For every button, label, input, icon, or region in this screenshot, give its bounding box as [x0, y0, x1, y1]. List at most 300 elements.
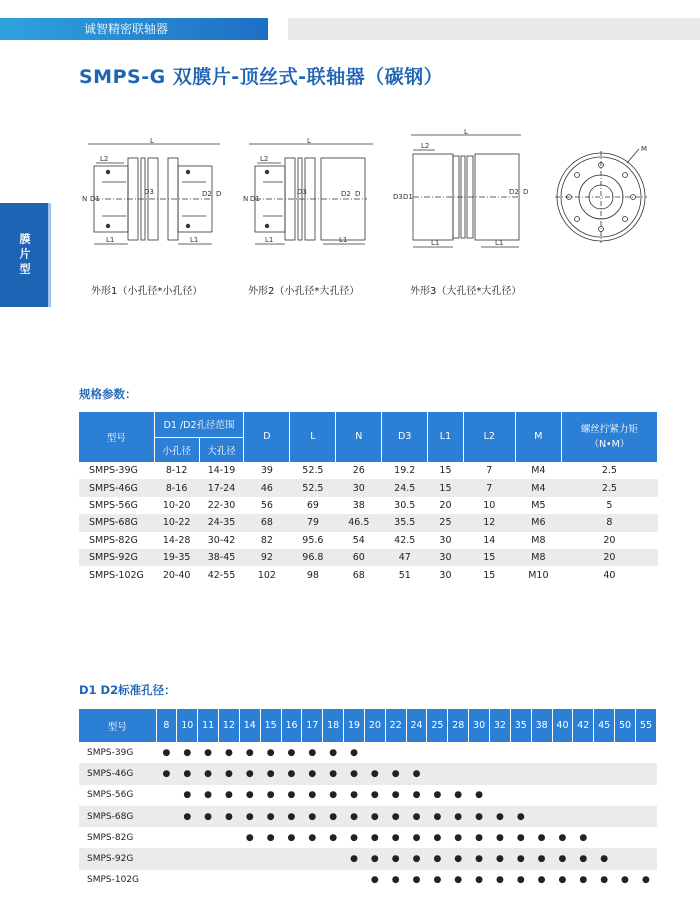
table-cell: 14 [463, 532, 515, 549]
bore-size-header: 22 [385, 709, 406, 742]
dim-D1: D1 [403, 193, 413, 201]
table-cell: 15 [463, 566, 515, 583]
bore-availability-cell: ● [510, 870, 531, 891]
drawing-shape-3 [387, 126, 547, 251]
col-N: N [336, 412, 382, 462]
dim-L1-left: L1 [265, 236, 274, 244]
model-cell: SMPS-102G [79, 566, 154, 583]
brand-name: 诚智精密联轴器 [84, 22, 169, 36]
bore-availability-cell [156, 827, 177, 848]
bore-availability-cell [219, 827, 240, 848]
header-bar [288, 18, 700, 40]
bore-size-header: 25 [427, 709, 448, 742]
bore-availability-cell: ● [490, 870, 511, 891]
table-cell: M6 [515, 514, 561, 531]
bore-availability-cell: ● [427, 827, 448, 848]
bore-availability-cell [594, 827, 615, 848]
table-cell: 42.5 [382, 532, 428, 549]
bore-availability-cell [302, 870, 323, 891]
bore-availability-cell: ● [448, 827, 469, 848]
table-cell: M4 [515, 462, 561, 479]
table-cell: 52.5 [290, 462, 336, 479]
bore-availability-cell: ● [469, 785, 490, 806]
bore-availability-cell [156, 785, 177, 806]
bore-availability-cell: ● [177, 742, 198, 763]
model-cell: SMPS-56G [79, 785, 156, 806]
bore-availability-cell: ● [344, 742, 365, 763]
dim-D: D [355, 190, 361, 198]
category-label: 膜片型 [18, 232, 31, 278]
table-cell: 7 [463, 462, 515, 479]
table-cell: 38 [336, 497, 382, 514]
col-small-bore: 小孔径 [154, 437, 199, 462]
bore-availability-cell: ● [198, 742, 219, 763]
bore-availability-cell: ● [344, 763, 365, 784]
table-cell: M10 [515, 566, 561, 583]
bore-availability-cell [552, 742, 573, 763]
bore-size-header: 18 [323, 709, 344, 742]
bore-availability-cell: ● [281, 827, 302, 848]
table-cell: 8 [561, 514, 657, 531]
bore-availability-cell [490, 785, 511, 806]
model-cell: SMPS-92G [79, 549, 154, 566]
table-cell: 30 [428, 549, 464, 566]
bore-availability-cell [552, 785, 573, 806]
table-cell: 30-42 [199, 532, 244, 549]
bore-availability-cell [364, 742, 385, 763]
model-cell: SMPS-46G [79, 763, 156, 784]
bore-size-header: 16 [281, 709, 302, 742]
bore-availability-cell: ● [469, 870, 490, 891]
bore-availability-cell: ● [302, 763, 323, 784]
bore-availability-cell [615, 785, 636, 806]
bore-availability-cell: ● [552, 827, 573, 848]
bore-availability-cell: ● [385, 827, 406, 848]
bore-availability-cell: ● [260, 763, 281, 784]
bore-availability-cell: ● [260, 742, 281, 763]
bore-size-header: 38 [531, 709, 552, 742]
bore-availability-cell: ● [490, 848, 511, 869]
table-cell: 38-45 [199, 549, 244, 566]
table-row [79, 514, 658, 531]
table-row [79, 549, 658, 566]
col-L2: L2 [463, 412, 515, 462]
bore-availability-cell: ● [239, 806, 260, 827]
category-tab [0, 203, 48, 307]
bore-availability-cell: ● [260, 785, 281, 806]
bore-availability-cell: ● [552, 870, 573, 891]
bore-size-header: 55 [635, 709, 656, 742]
dim-L1-left: L1 [431, 239, 440, 247]
table-cell: M5 [515, 497, 561, 514]
bore-availability-cell: ● [219, 806, 240, 827]
bore-availability-cell: ● [364, 827, 385, 848]
bore-availability-cell [510, 763, 531, 784]
bore-availability-cell: ● [344, 785, 365, 806]
table-cell: 30 [428, 532, 464, 549]
bore-availability-cell [635, 848, 656, 869]
table-cell: 68 [336, 566, 382, 583]
bore-availability-cell: ● [156, 763, 177, 784]
bore-availability-cell [198, 827, 219, 848]
bore-availability-cell: ● [406, 848, 427, 869]
bore-availability-cell: ● [198, 785, 219, 806]
bore-availability-cell [469, 763, 490, 784]
table-cell: 30 [428, 566, 464, 583]
bore-availability-cell: ● [385, 806, 406, 827]
dim-L2: L2 [421, 142, 430, 150]
bore-availability-cell [156, 870, 177, 891]
bore-availability-cell [239, 848, 260, 869]
bore-availability-cell [573, 742, 594, 763]
bore-availability-cell [490, 763, 511, 784]
bore-availability-cell [552, 806, 573, 827]
bore-availability-cell: ● [406, 827, 427, 848]
dim-L: L [464, 128, 468, 136]
table-cell: 20 [428, 497, 464, 514]
drawing-shape-2 [243, 136, 379, 251]
dim-L: L [307, 137, 311, 145]
bore-availability-cell [156, 848, 177, 869]
page-title: SMPS-G 双膜片-顶丝式-联轴器（碳钢） [79, 66, 444, 88]
bore-availability-cell: ● [323, 806, 344, 827]
bore-availability-cell: ● [385, 763, 406, 784]
bore-section-title: D1 D2标准孔径： [79, 683, 176, 697]
bore-availability-cell: ● [281, 742, 302, 763]
col-torque [561, 412, 657, 462]
bore-availability-cell [427, 763, 448, 784]
model-cell: SMPS-46G [79, 479, 154, 496]
bore-size-header: 28 [448, 709, 469, 742]
dim-D2: D2 [202, 190, 212, 198]
dim-D1: D1 [90, 195, 100, 203]
table-cell: 12 [463, 514, 515, 531]
bore-availability-cell: ● [302, 742, 323, 763]
bore-availability-cell: ● [364, 763, 385, 784]
table-cell: 25 [428, 514, 464, 531]
bore-availability-cell: ● [427, 870, 448, 891]
bore-availability-cell [323, 848, 344, 869]
model-cell: SMPS-92G [79, 848, 156, 869]
bore-availability-cell [510, 785, 531, 806]
table-cell: 30.5 [382, 497, 428, 514]
bore-availability-cell [552, 763, 573, 784]
spec-table [79, 412, 658, 584]
table-cell: 14-19 [199, 462, 244, 479]
bore-size-header: 20 [364, 709, 385, 742]
bore-availability-cell: ● [427, 848, 448, 869]
bore-size-header: 19 [344, 709, 365, 742]
bore-availability-cell: ● [177, 763, 198, 784]
bore-availability-cell: ● [406, 870, 427, 891]
bore-availability-cell: ● [302, 827, 323, 848]
bore-availability-cell: ● [177, 806, 198, 827]
bore-availability-cell: ● [281, 763, 302, 784]
bore-availability-cell [594, 742, 615, 763]
table-row [79, 806, 657, 827]
bore-availability-cell: ● [448, 870, 469, 891]
bore-availability-cell: ● [364, 848, 385, 869]
bore-availability-cell [635, 827, 656, 848]
col-D3: D3 [382, 412, 428, 462]
bore-availability-cell [177, 848, 198, 869]
bore-availability-cell [635, 785, 656, 806]
bore-availability-cell: ● [198, 806, 219, 827]
bore-size-header: 12 [219, 709, 240, 742]
table-cell: M8 [515, 532, 561, 549]
col-bore-range: D1 /D2孔径范围 [154, 412, 244, 437]
bore-availability-cell [490, 742, 511, 763]
bore-availability-cell: ● [594, 848, 615, 869]
bore-availability-cell: ● [323, 785, 344, 806]
table-row [79, 742, 657, 763]
table-cell: 69 [290, 497, 336, 514]
bore-availability-cell: ● [448, 806, 469, 827]
col-large-bore: 大孔径 [199, 437, 244, 462]
bore-availability-cell [323, 870, 344, 891]
bore-availability-cell [594, 806, 615, 827]
bore-availability-cell: ● [469, 806, 490, 827]
table-cell: M4 [515, 479, 561, 496]
bore-availability-cell: ● [406, 763, 427, 784]
bore-availability-cell [615, 806, 636, 827]
bore-table [79, 709, 657, 891]
table-cell: 51 [382, 566, 428, 583]
bore-size-header: 24 [406, 709, 427, 742]
table-cell: M8 [515, 549, 561, 566]
dim-L1-right: L1 [495, 239, 504, 247]
bore-availability-cell [219, 848, 240, 869]
bore-availability-cell: ● [219, 763, 240, 784]
table-cell: 68 [244, 514, 290, 531]
bore-availability-cell [260, 870, 281, 891]
bore-availability-cell: ● [239, 763, 260, 784]
bore-availability-cell [635, 806, 656, 827]
end-view-drawing [555, 135, 655, 255]
bore-availability-cell: ● [260, 827, 281, 848]
bore-availability-cell [573, 806, 594, 827]
table-cell: 42-55 [199, 566, 244, 583]
table-cell: 20 [561, 549, 657, 566]
table-cell: 20 [561, 532, 657, 549]
dim-D: D [216, 190, 222, 198]
dim-D1: D1 [250, 195, 260, 203]
col-D: D [244, 412, 290, 462]
table-cell: 26 [336, 462, 382, 479]
bore-availability-cell: ● [594, 870, 615, 891]
table-cell: 39 [244, 462, 290, 479]
drawing-shape-1 [82, 136, 230, 251]
bore-availability-cell: ● [531, 848, 552, 869]
bore-availability-cell: ● [385, 848, 406, 869]
table-cell: 8-12 [154, 462, 199, 479]
bore-availability-cell: ● [281, 785, 302, 806]
bore-availability-cell [219, 870, 240, 891]
bore-size-header: 40 [552, 709, 573, 742]
bore-size-header: 15 [260, 709, 281, 742]
col-M: M [515, 412, 561, 462]
bore-size-header: 10 [177, 709, 198, 742]
table-cell: 19.2 [382, 462, 428, 479]
bore-size-header: 17 [302, 709, 323, 742]
table-row [79, 785, 657, 806]
bore-availability-cell [281, 870, 302, 891]
table-cell: 102 [244, 566, 290, 583]
bore-availability-cell [615, 848, 636, 869]
dim-L1-right: L1 [190, 236, 199, 244]
table-row [79, 532, 658, 549]
bore-availability-cell [615, 763, 636, 784]
bore-availability-cell: ● [385, 870, 406, 891]
dim-N: N [82, 195, 88, 203]
bore-availability-cell [531, 806, 552, 827]
col-model: 型号 [79, 412, 154, 462]
bore-availability-cell [385, 742, 406, 763]
bore-availability-cell: ● [364, 785, 385, 806]
dim-M: M [641, 145, 648, 153]
bore-size-header: 42 [573, 709, 594, 742]
model-cell: SMPS-68G [79, 806, 156, 827]
bore-availability-cell [406, 742, 427, 763]
bore-size-header: 30 [469, 709, 490, 742]
dim-D3: D3 [393, 193, 403, 201]
bore-availability-cell: ● [364, 806, 385, 827]
bore-availability-cell: ● [323, 742, 344, 763]
dim-L1-left: L1 [106, 236, 115, 244]
bore-availability-cell [531, 763, 552, 784]
bore-availability-cell: ● [490, 806, 511, 827]
dim-L2: L2 [260, 155, 269, 163]
bore-availability-cell: ● [302, 785, 323, 806]
bore-availability-cell: ● [635, 870, 656, 891]
bore-availability-cell: ● [219, 742, 240, 763]
bore-size-header: 45 [594, 709, 615, 742]
table-cell: 95.6 [290, 532, 336, 549]
bore-availability-cell [531, 785, 552, 806]
model-cell: SMPS-82G [79, 827, 156, 848]
bore-availability-cell [573, 785, 594, 806]
bore-availability-cell [198, 848, 219, 869]
bore-availability-cell [239, 870, 260, 891]
table-cell: 10-22 [154, 514, 199, 531]
model-cell: SMPS-39G [79, 462, 154, 479]
bore-availability-cell: ● [406, 806, 427, 827]
table-cell: 2.5 [561, 462, 657, 479]
bore-availability-cell: ● [573, 848, 594, 869]
bore-availability-cell: ● [406, 785, 427, 806]
bore-availability-cell: ● [469, 848, 490, 869]
bore-availability-cell: ● [302, 806, 323, 827]
bore-availability-cell: ● [510, 827, 531, 848]
table-row [79, 827, 657, 848]
table-cell: 10-20 [154, 497, 199, 514]
table-cell: 15 [463, 549, 515, 566]
dim-D2: D2 [341, 190, 351, 198]
bore-availability-cell: ● [573, 870, 594, 891]
table-cell: 10 [463, 497, 515, 514]
table-cell: 19-35 [154, 549, 199, 566]
bore-availability-cell [469, 742, 490, 763]
bore-col-model: 型号 [79, 709, 156, 742]
dim-D3: D3 [144, 188, 154, 196]
table-cell: 24-35 [199, 514, 244, 531]
dim-L2: L2 [100, 155, 109, 163]
table-row [79, 763, 657, 784]
bore-size-header: 35 [510, 709, 531, 742]
bore-availability-cell [177, 870, 198, 891]
bore-availability-cell [531, 742, 552, 763]
table-cell: 60 [336, 549, 382, 566]
bore-availability-cell: ● [239, 827, 260, 848]
table-cell: 15 [428, 462, 464, 479]
dim-D: D [523, 188, 529, 196]
table-row [79, 479, 658, 496]
model-cell: SMPS-82G [79, 532, 154, 549]
table-cell: 54 [336, 532, 382, 549]
table-cell: 52.5 [290, 479, 336, 496]
bore-availability-cell [448, 742, 469, 763]
drawing-caption-2: 外形2（小孔径*大孔径） [248, 286, 360, 297]
table-cell: 20-40 [154, 566, 199, 583]
bore-availability-cell: ● [344, 848, 365, 869]
dim-D3: D3 [297, 188, 307, 196]
table-cell: 5 [561, 497, 657, 514]
bore-availability-cell [573, 763, 594, 784]
table-cell: 8-16 [154, 479, 199, 496]
table-cell: 47 [382, 549, 428, 566]
table-cell: 17-24 [199, 479, 244, 496]
bore-availability-cell: ● [531, 827, 552, 848]
table-cell: 15 [428, 479, 464, 496]
dim-D2: D2 [509, 188, 519, 196]
drawing-caption-3: 外形3（大孔径*大孔径） [410, 286, 522, 297]
model-cell: SMPS-102G [79, 870, 156, 891]
bore-availability-cell [302, 848, 323, 869]
model-cell: SMPS-39G [79, 742, 156, 763]
table-cell: 22-30 [199, 497, 244, 514]
brand-banner [0, 18, 268, 40]
bore-availability-cell: ● [364, 870, 385, 891]
dim-N: N [243, 195, 249, 203]
table-cell: 96.8 [290, 549, 336, 566]
bore-availability-cell: ● [427, 806, 448, 827]
model-cell: SMPS-68G [79, 514, 154, 531]
bore-availability-cell: ● [323, 827, 344, 848]
table-row [79, 497, 658, 514]
table-row [79, 870, 657, 891]
bore-availability-cell: ● [239, 785, 260, 806]
dim-L: L [150, 137, 154, 145]
bore-availability-cell: ● [510, 806, 531, 827]
bore-availability-cell [635, 763, 656, 784]
bore-size-header: 32 [490, 709, 511, 742]
bore-availability-cell: ● [344, 806, 365, 827]
bore-availability-cell: ● [490, 827, 511, 848]
bore-availability-cell: ● [510, 848, 531, 869]
bore-availability-cell: ● [239, 742, 260, 763]
bore-availability-cell [594, 785, 615, 806]
table-row [79, 566, 658, 583]
bore-size-header: 14 [239, 709, 260, 742]
bore-availability-cell [344, 870, 365, 891]
col-torque-label: 螺丝拧紧力矩 [580, 423, 638, 435]
table-cell: 46.5 [336, 514, 382, 531]
table-cell: 24.5 [382, 479, 428, 496]
bore-availability-cell: ● [385, 785, 406, 806]
bore-size-header: 50 [615, 709, 636, 742]
bore-availability-cell [448, 763, 469, 784]
bore-availability-cell: ● [281, 806, 302, 827]
